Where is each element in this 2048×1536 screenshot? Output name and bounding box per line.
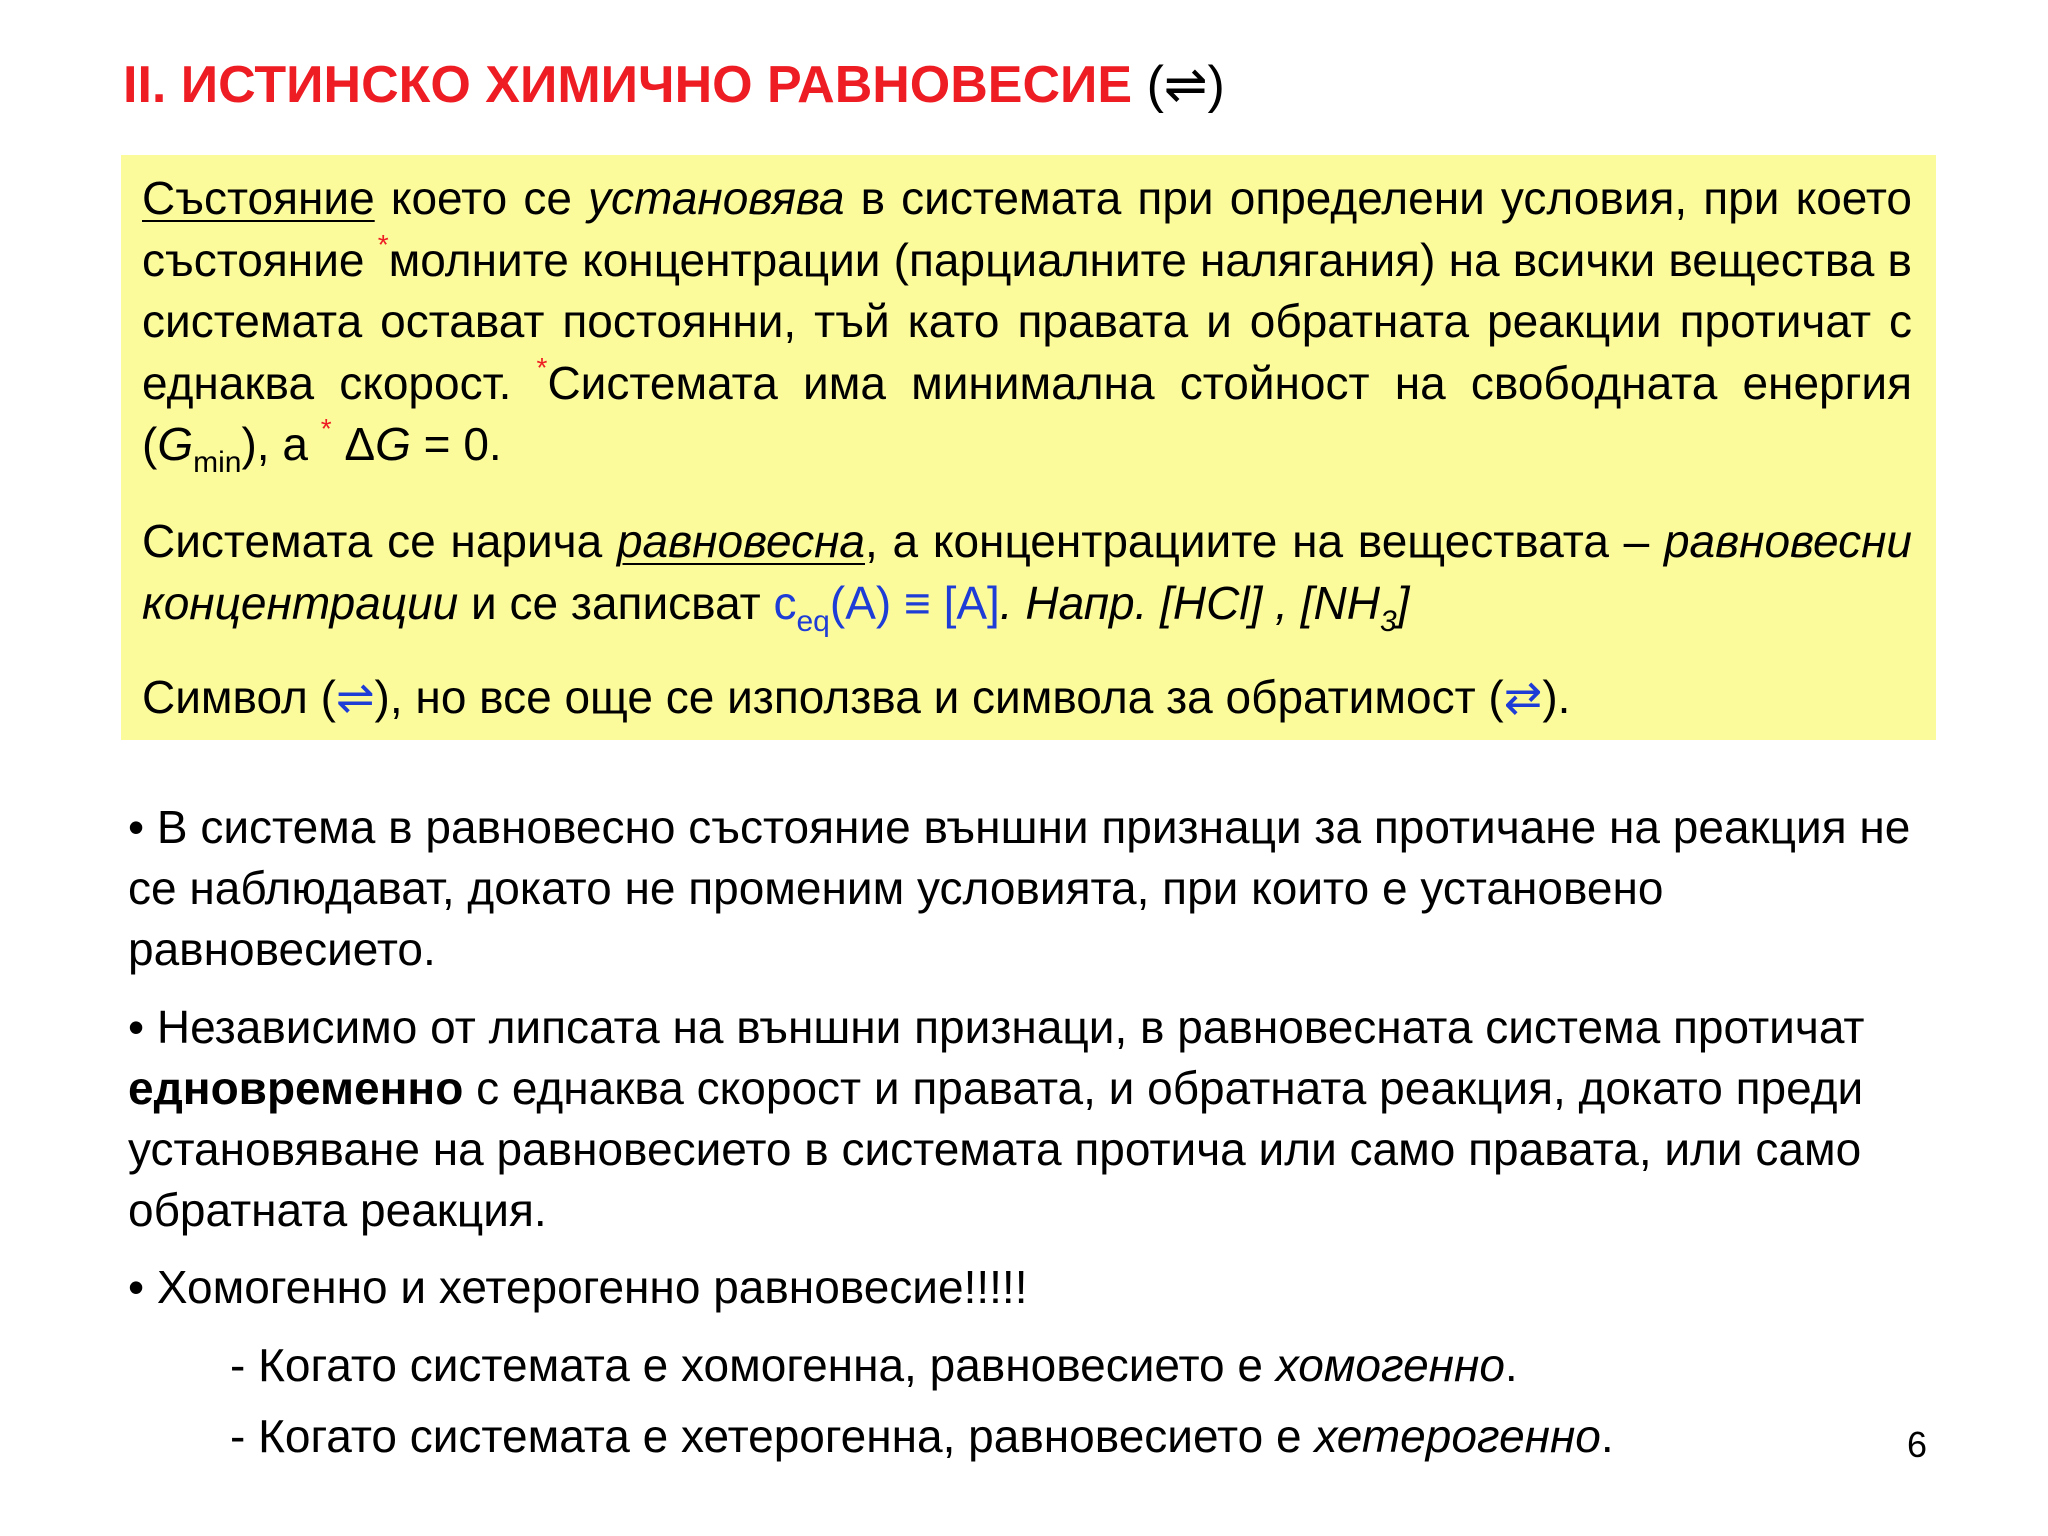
title-text: II. ИСТИНСКО ХИМИЧНО РАВНОВЕСИЕ [123,56,1133,114]
bullet-item: • В система в равновесно състояние външни признаци за протичане на реакция не се наблюдават, докато не променим условията, при които е установено равновесието. [128,801,1911,975]
bullet-item: • Хомогенно и хетерогенно равновесие!!!!! [128,1261,1028,1313]
sub-bullet-item: - Когато системата е хетерогенна, равновесието е хетерогенно. [230,1410,1614,1462]
example-text: . Напр. [HCl] , $[NH_3]$ [999,576,1410,638]
term-state: Състояние [142,172,375,224]
equilibrium-arrow-icon: ⇌ [335,671,375,723]
equilibrium-symbol: (⇌) [1146,56,1225,114]
asterisk-mark: * [377,228,389,260]
bullet-list [128,797,1968,1477]
asterisk-mark: * [536,351,548,383]
page-number: 6 [1907,1424,1928,1465]
bullet-item: • Независимо от липсата на външни признаци, в равновесната система протичат едновременно с еднаква скорост и правата, и обратната реакция, докато преди установяване на равновесието в системата протича или само правата, или само обратната реакция. [128,1001,1865,1236]
concentration-notation: $c_{eq}(A) \equiv [A]$ [773,576,1000,638]
definition-paragraph: Състояние което се установява в системата при определени условия, при което състояние *молните концентрации (парциалните налягания) на всички вещества в системата остават постоянни, тъй като правата и обратната реакции протичат с еднаква скорост. *Системата има минимална стойност на свободната енергия $(G_{min})$, а * ΔG = 0. [142,172,1913,479]
asterisk-mark: * [320,413,332,444]
slide-title [123,50,1225,120]
term-equilibrium: равновесна [616,515,865,567]
equilibrium-paragraph: Системата се нарича равновесна, а концентрациите на веществата – равновесни концентрации и се записват $c_{eq}(A) \equiv [A]$. Напр. [HCl] , $[NH_3]$ [142,515,1912,638]
sub-bullet-item: - Когато системата е хомогенна, равновесието е хомогенно. [230,1339,1518,1391]
symbol-paragraph: Символ (⇌), но все още се използва и символа за обратимост (⇄). [142,671,1571,723]
reversible-arrow-icon: ⇄ [1503,671,1543,723]
